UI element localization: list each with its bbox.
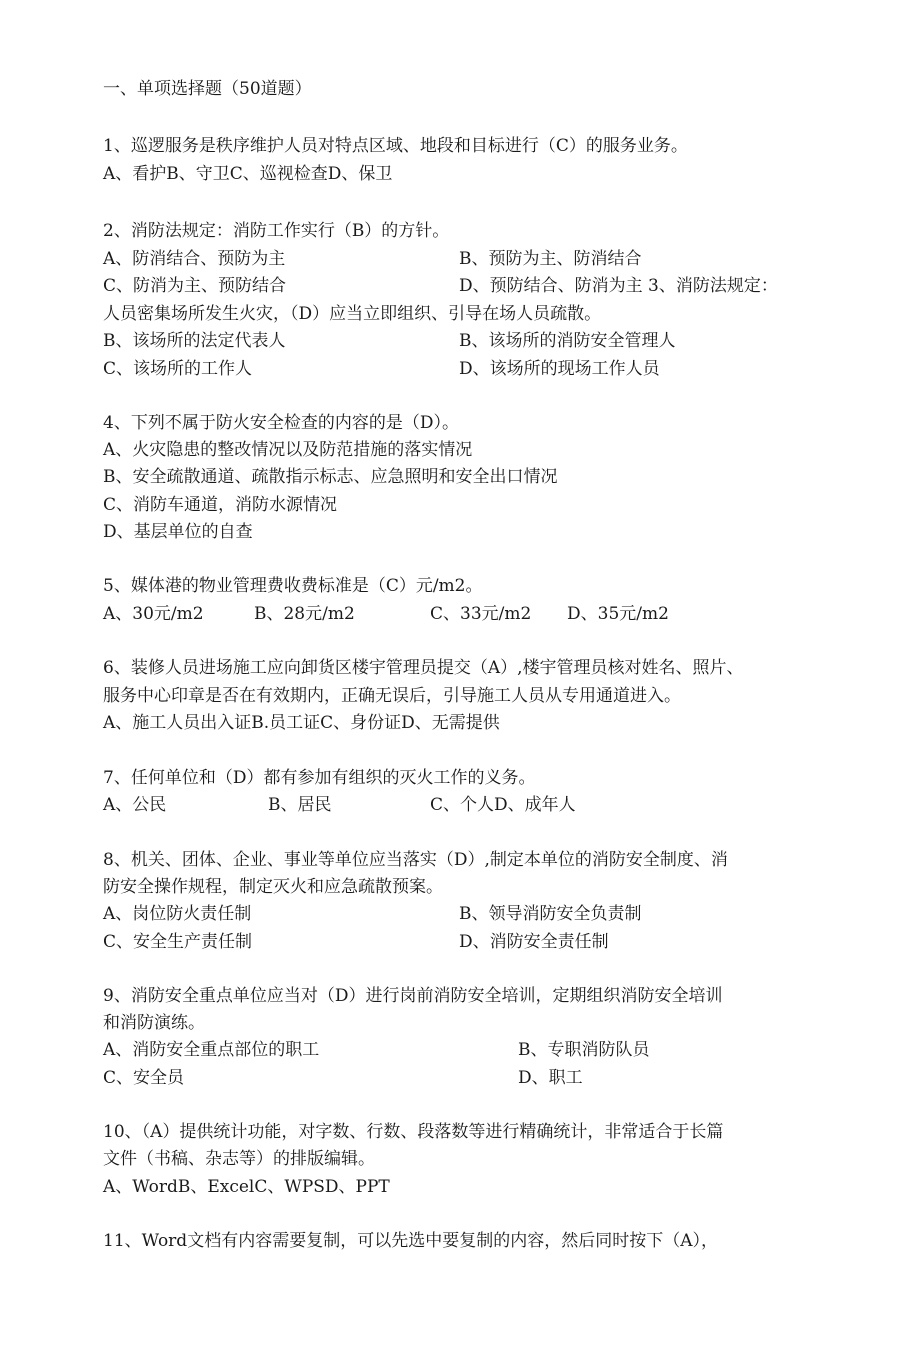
question-7-option-b: B、居民 bbox=[268, 795, 332, 815]
question-9-stem-line-2: 和消防演练。 bbox=[103, 1013, 205, 1033]
question-2-stem: 2、消防法规定：消防工作实行（B）的方针。 bbox=[103, 221, 450, 241]
question-7-option-cd: C、个人D、成年人 bbox=[430, 795, 576, 815]
question-1-options: A、看护B、守卫C、巡视检查D、保卫 bbox=[103, 164, 393, 184]
question-3-stem: 人员密集场所发生火灾，（D）应当立即组织、引导在场人员疏散。 bbox=[103, 304, 602, 324]
question-5-option-a: A、30元/m2 bbox=[103, 604, 204, 624]
question-7-option-a: A、公民 bbox=[103, 795, 167, 815]
question-8-stem-line-2: 防安全操作规程，制定灭火和应急疏散预案。 bbox=[103, 877, 443, 897]
question-5-option-d: D、35元/m2 bbox=[567, 604, 669, 624]
question-4-option-a: A、火灾隐患的整改情况以及防范措施的落实情况 bbox=[103, 440, 473, 460]
question-8-option-c: C、安全生产责任制 bbox=[103, 932, 253, 952]
question-11-stem: 11、Word文档有内容需要复制，可以先选中要复制的内容，然后同时按下（A）， bbox=[103, 1231, 718, 1251]
question-2-option-a: A、防消结合、预防为主 bbox=[103, 249, 286, 269]
question-6-options: A、施工人员出入证B.员工证C、身份证D、无需提供 bbox=[103, 713, 500, 733]
question-8-option-d: D、消防安全责任制 bbox=[459, 932, 609, 952]
section-heading: 一、单项选择题（50道题） bbox=[103, 79, 312, 99]
question-3-option-d: D、该场所的现场工作人员 bbox=[459, 359, 660, 379]
question-10-options: A、WordB、ExcelC、WPSD、PPT bbox=[103, 1177, 390, 1197]
question-5-option-b: B、28元/m2 bbox=[254, 604, 355, 624]
question-6-stem-line-2: 服务中心印章是否在有效期内，正确无误后，引导施工人员从专用通道进入。 bbox=[103, 686, 681, 706]
question-4-option-b: B、安全疏散通道、疏散指示标志、应急照明和安全出口情况 bbox=[103, 467, 558, 487]
question-4-option-c: C、消防车通道，消防水源情况 bbox=[103, 495, 338, 515]
question-9-option-d: D、职工 bbox=[518, 1068, 583, 1088]
question-9-option-a: A、消防安全重点部位的职工 bbox=[103, 1040, 320, 1060]
question-2-option-d: D、预防结合、防消为主 3、消防法规定： bbox=[459, 276, 778, 296]
question-6-stem-line-1: 6、装修人员进场施工应向卸货区楼宇管理员提交（A）,楼宇管理员核对姓名、照片、 bbox=[103, 658, 744, 678]
question-10-stem-line-1: 10、（A）提供统计功能，对字数、行数、段落数等进行精确统计，非常适合于长篇 bbox=[103, 1122, 724, 1142]
question-4-option-d: D、基层单位的自查 bbox=[103, 522, 253, 542]
question-3-option-c: C、该场所的工作人 bbox=[103, 359, 253, 379]
question-8-option-b: B、领导消防安全负责制 bbox=[459, 904, 642, 924]
question-9-stem-line-1: 9、消防安全重点单位应当对（D）进行岗前消防安全培训，定期组织消防安全培训 bbox=[103, 986, 723, 1006]
question-3-option-b1: B、该场所的法定代表人 bbox=[103, 331, 286, 351]
question-5-option-c: C、33元/m2 bbox=[430, 604, 532, 624]
question-9-option-c: C、安全员 bbox=[103, 1068, 185, 1088]
question-1-stem: 1、巡逻服务是秩序维护人员对特点区域、地段和目标进行（C）的服务业务。 bbox=[103, 136, 688, 156]
question-9-option-b: B、专职消防队员 bbox=[518, 1040, 650, 1060]
question-8-option-a: A、岗位防火责任制 bbox=[103, 904, 252, 924]
question-10-stem-line-2: 文件（书稿、杂志等）的排版编辑。 bbox=[103, 1149, 375, 1169]
question-5-stem: 5、媒体港的物业管理费收费标准是（C）元/m2。 bbox=[103, 576, 483, 596]
question-7-stem: 7、任何单位和（D）都有参加有组织的灭火工作的义务。 bbox=[103, 768, 536, 788]
question-2-option-c: C、防消为主、预防结合 bbox=[103, 276, 287, 296]
question-8-stem-line-1: 8、机关、团体、企业、事业等单位应当落实（D）,制定本单位的消防安全制度、消 bbox=[103, 850, 728, 870]
question-4-stem: 4、下列不属于防火安全检查的内容的是（D）。 bbox=[103, 413, 459, 433]
question-2-option-b: B、预防为主、防消结合 bbox=[459, 249, 642, 269]
question-3-option-b2: B、该场所的消防安全管理人 bbox=[459, 331, 676, 351]
